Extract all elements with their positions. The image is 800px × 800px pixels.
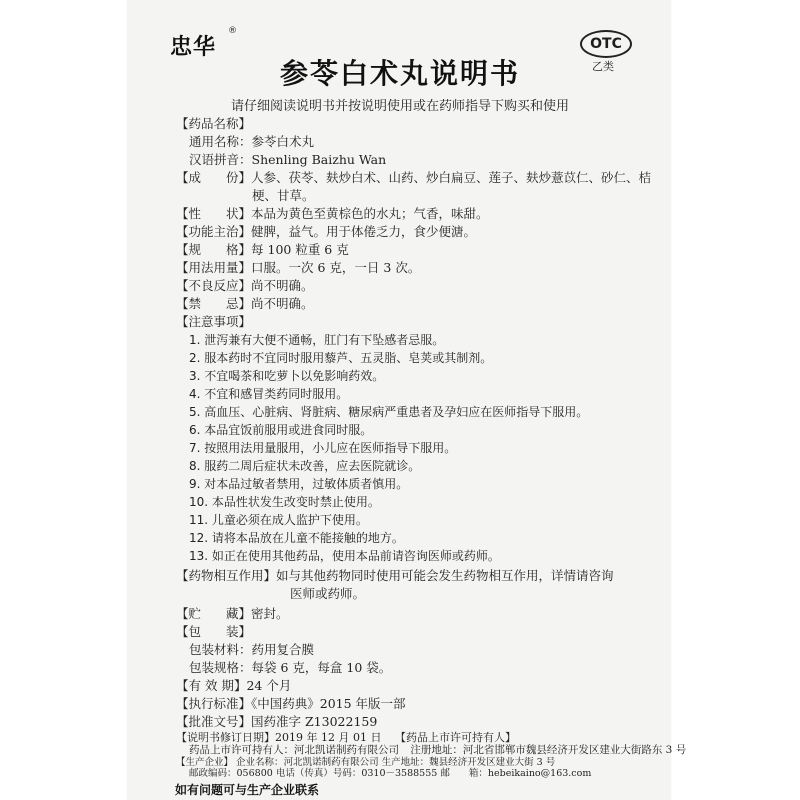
character-label: 【性 状】 [176,206,252,221]
validity-value: 24 个月 [246,678,292,693]
package-material-row [189,641,314,659]
dosage-label: 【用法用量】 [176,260,252,275]
email-label: 邮 箱： [440,768,488,779]
precautions-label: 【注意事项】 [176,314,252,329]
storage-value: 密封。 [251,606,289,621]
drug-name-label: 【药品名称】 [176,116,252,131]
mah-holder-label: 药品上市许可持有人： [189,744,294,756]
indications-row [176,223,476,241]
precaution-item: 1. 泄泻兼有大便不通畅，肛门有下坠感者忌服。 [189,333,445,347]
precaution-item: 9. 对本品过敏者禁用，过敏体质者慎用。 [189,477,409,491]
character-row [176,205,489,223]
manufacturer-name-value: 河北凯诺制药有限公司 [283,757,379,768]
approval-label: 【批准文号】 [176,714,252,729]
email-value: hebeikaino@163.com [487,768,592,779]
phone-label: 电话（传真）号码： [275,768,362,779]
standard-row [176,695,406,713]
mah-holder-row [189,744,686,757]
manufacturer-address-label: 生产地址： [381,757,430,768]
mah-address-value: 河北省邯郸市魏县经济开发区建业大街路东 3 号 [462,744,687,756]
brand-logo: 忠华 [170,35,217,60]
postcode-label: 邮政编码： [189,768,237,779]
storage-row [176,605,289,623]
interaction-value-1: 如与其他药物同时使用可能会发生药物相互作用，详情请咨询 [276,568,614,583]
dosage-row [176,259,420,277]
interaction-label: 【药物相互作用】 [176,568,277,583]
phone-value: 0310－3588555 [361,768,438,779]
otc-badge: OTC [580,30,632,58]
mah-address-label: 注册地址： [410,744,463,756]
spec-value: 每 100 粒重 6 克 [251,242,349,257]
composition-value-2: 梗、甘草。 [252,188,315,203]
precaution-item: 7. 按照用法用量服用，小儿应在医师指导下服用。 [189,441,457,455]
otc-class-label: 乙类 [592,60,614,73]
approval-row [176,713,377,731]
precaution-item: 5. 高血压、心脏病、肾脏病、糖尿病严重患者及孕妇应在医师指导下服用。 [189,405,589,419]
character-value: 本品为黄色至黄棕色的水丸；气香，味甜。 [251,206,489,221]
postcode-value: 056800 [236,768,273,779]
mah-label: 【药品上市许可持有人】 [394,731,516,744]
mah-holder-value: 河北凯诺制药有限公司 [294,744,399,756]
registered-mark: ® [228,26,237,36]
dosage-value: 口服。一次 6 克，一日 3 次。 [251,260,421,275]
common-name-value: 参苓白术丸 [251,134,315,149]
precaution-item: 13. 如正在使用其他药品，使用本品前请咨询医师或药师。 [189,549,500,563]
footer-note: 如有问题可与生产企业联系 [175,783,320,797]
manufacturer-row [176,757,555,768]
composition-row [176,169,651,187]
package-spec-row [189,659,391,677]
revision-row [176,731,516,744]
precaution-item: 11. 儿童必须在成人监护下使用。 [189,513,368,527]
pinyin-row [189,151,386,169]
composition-label: 【成 份】 [176,170,252,185]
common-name-row [189,133,314,151]
spec-row [176,241,349,259]
validity-label: 【有 效 期】 [176,678,247,693]
indications-value: 健脾，益气。用于体倦乏力，食少便溏。 [251,224,477,239]
manufacturer-label: 【生产企业】 [176,757,234,768]
precaution-item: 4. 不宜和感冒类药同时服用。 [189,387,349,401]
approval-value: 国药准字 Z13022159 [251,714,378,729]
precaution-item: 2. 服本药时不宜同时服用藜芦、五灵脂、皂荚或其制剂。 [189,351,493,365]
document-title: 参苓白术丸说明书 [279,57,520,90]
standard-value: 《中国药典》2015 年版一部 [251,696,406,711]
interaction-value-2: 医师或药师。 [290,586,366,601]
precaution-item: 6. 本品宜饭前服用或进食同时服。 [189,423,373,437]
adverse-label: 【不良反应】 [176,278,252,293]
manufacturer-address-value: 魏县经济开发区建业大街 3 号 [429,757,556,768]
spec-label: 【规 格】 [176,242,252,257]
validity-row [176,677,291,695]
contra-value: 尚不明确。 [251,296,314,311]
pinyin-value: Shenling Baizhu Wan [251,152,387,167]
storage-label: 【贮 藏】 [176,606,252,621]
document-subtitle: 请仔细阅读说明书并按说明使用或在药师指导下购买和使用 [230,99,569,114]
contra-row [176,295,314,313]
pinyin-label: 汉语拼音： [189,152,252,167]
precaution-item: 3. 不宜喝茶和吃萝卜以免影响药效。 [189,369,385,383]
revision-value: 2019 年 12 月 01 日 [275,731,382,744]
precaution-item: 12. 请将本品放在儿童不能接触的地方。 [189,531,404,545]
precaution-item: 10. 本品性状发生改变时禁止使用。 [189,495,380,509]
interaction-row [176,567,614,585]
package-label: 【包 装】 [176,624,252,639]
manufacturer-contact-row [189,768,591,779]
package-spec-value: 每袋 6 克，每盒 10 袋。 [251,660,392,675]
package-material-value: 药用复合膜 [251,642,315,657]
standard-label: 【执行标准】 [176,696,252,711]
contra-label: 【禁 忌】 [176,296,252,311]
precaution-item: 8. 服药二周后症状未改善，应去医院就诊。 [189,459,421,473]
common-name-label: 通用名称： [189,134,252,149]
adverse-row [176,277,314,295]
composition-value-1: 人参、茯苓、麸炒白术、山药、炒白扁豆、莲子、麸炒薏苡仁、砂仁、桔 [251,170,652,185]
adverse-value: 尚不明确。 [251,278,314,293]
package-spec-label: 包装规格： [189,660,252,675]
package-material-label: 包装材料： [189,642,252,657]
revision-label: 【说明书修订日期】 [176,731,275,744]
manufacturer-name-label: 企业名称： [236,757,284,768]
indications-label: 【功能主治】 [176,224,252,239]
